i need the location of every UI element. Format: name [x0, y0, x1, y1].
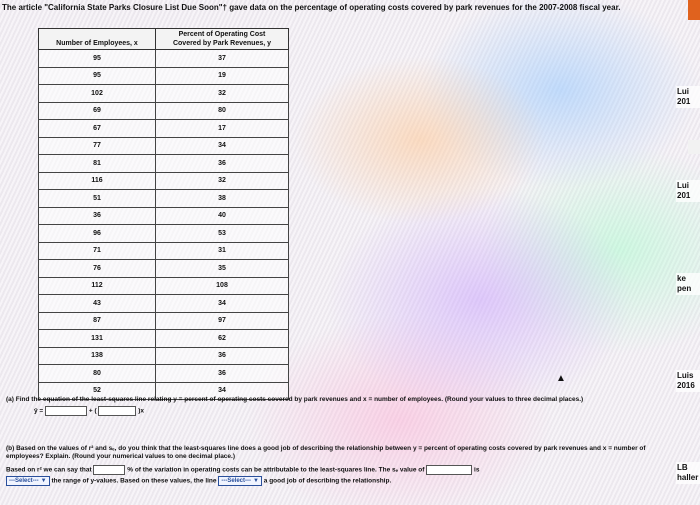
comparison-select[interactable]: ---Select--- ▼: [6, 476, 50, 486]
side-accent-bar: [688, 0, 700, 20]
cell-percent: 34: [156, 295, 289, 313]
table-row: [39, 190, 289, 208]
cell-employees: 95: [39, 50, 156, 68]
cell-percent: 31: [156, 242, 289, 260]
table-row: [39, 295, 289, 313]
problem-intro: The article "California State Parks Closure List Due Soon"† gave data on the percentage of operating costs covered by park revenues for the 2007-2008 fiscal year.: [2, 3, 621, 12]
table-row: [39, 172, 289, 190]
table-row: [39, 330, 289, 348]
chevron-down-icon: ▼: [253, 478, 259, 484]
table-row: [39, 225, 289, 243]
yhat-label: ŷ =: [34, 407, 44, 415]
cell-percent: 62: [156, 330, 289, 348]
cell-percent: 32: [156, 85, 289, 103]
table-row: [39, 277, 289, 295]
mouse-cursor-icon: ▲: [556, 373, 566, 384]
cell-percent: 36: [156, 155, 289, 173]
slope-input[interactable]: [98, 406, 136, 416]
cell-employees: 69: [39, 102, 156, 120]
table-row: [39, 155, 289, 173]
cell-percent: 38: [156, 190, 289, 208]
table-row: [39, 102, 289, 120]
cell-employees: 102: [39, 85, 156, 103]
cell-percent: 34: [156, 137, 289, 155]
col-header-employees: Number of Employees, x: [39, 29, 156, 50]
col-header-percent: Percent of Operating Cost Covered by Park Revenues, y: [156, 29, 289, 50]
cell-percent: 97: [156, 312, 289, 330]
r2-percent-input[interactable]: [93, 465, 125, 475]
table-row: [39, 67, 289, 85]
cell-employees: 138: [39, 347, 156, 365]
cell-employees: 87: [39, 312, 156, 330]
cell-percent: 36: [156, 365, 289, 383]
side-panel-strip: [688, 140, 700, 154]
table-row: [39, 242, 289, 260]
side-snippet-3: ke pen: [676, 273, 700, 295]
cell-employees: 81: [39, 155, 156, 173]
cell-employees: 36: [39, 207, 156, 225]
side-snippet-5: LB haller: [677, 463, 699, 482]
cell-employees: 51: [39, 190, 156, 208]
cell-percent: 34: [156, 382, 289, 400]
table-row: [39, 365, 289, 383]
cell-percent: 32: [156, 172, 289, 190]
part-b-question: (b) Based on the values of r² and sₑ, do you think that the least-squares line does a good job of describing the relationship between y = percent of operating costs covered by park revenues and x = number of employees? Explain. (Round your numerical values to one decimal place.) Based on r² we can say that % of the variation in operating costs can be attributable to the least-squares line. The sₑ value of is ---Select--- ▼ the range of y-values. Based on these values, the line ---Select--- ▼ a good job of describing the relationship.: [6, 445, 646, 485]
table-row: [39, 347, 289, 365]
side-snippet-4: Luis 2016: [676, 370, 700, 392]
chevron-down-icon: ▼: [40, 478, 47, 484]
cell-percent: 19: [156, 67, 289, 85]
cell-percent: 80: [156, 102, 289, 120]
cell-percent: 40: [156, 207, 289, 225]
table-body: [39, 50, 289, 400]
cell-employees: 116: [39, 172, 156, 190]
cell-percent: 36: [156, 347, 289, 365]
cell-employees: 112: [39, 277, 156, 295]
cell-percent: 108: [156, 277, 289, 295]
cell-percent: 53: [156, 225, 289, 243]
table-row: [39, 137, 289, 155]
data-table: [38, 28, 289, 400]
table-row: [39, 50, 289, 68]
cell-employees: 96: [39, 225, 156, 243]
part-a-question: (a) Find the equation of the least-squares line relating y = percent of operating costs covered by park revenues and x = number of employees. (Round your values to three decimal places.) ŷ = + ( )x: [6, 396, 584, 415]
cell-percent: 35: [156, 260, 289, 278]
table-row: [39, 120, 289, 138]
table-row: [39, 85, 289, 103]
fit-select[interactable]: ---Select--- ▼: [218, 476, 262, 486]
cell-employees: 43: [39, 295, 156, 313]
cell-percent: 17: [156, 120, 289, 138]
cell-employees: 76: [39, 260, 156, 278]
side-snippet-2: Lui 201: [676, 180, 700, 202]
cell-employees: 95: [39, 67, 156, 85]
cell-employees: 80: [39, 365, 156, 383]
se-value-input[interactable]: [426, 465, 472, 475]
table-row: [39, 207, 289, 225]
table-row: [39, 260, 289, 278]
intercept-input[interactable]: [45, 406, 87, 416]
cell-employees: 77: [39, 137, 156, 155]
cell-employees: 131: [39, 330, 156, 348]
cell-employees: 71: [39, 242, 156, 260]
side-snippet-1: Lui 201: [676, 86, 700, 108]
cell-percent: 37: [156, 50, 289, 68]
table-row: [39, 312, 289, 330]
cell-employees: 67: [39, 120, 156, 138]
cell-employees: 52: [39, 382, 156, 400]
